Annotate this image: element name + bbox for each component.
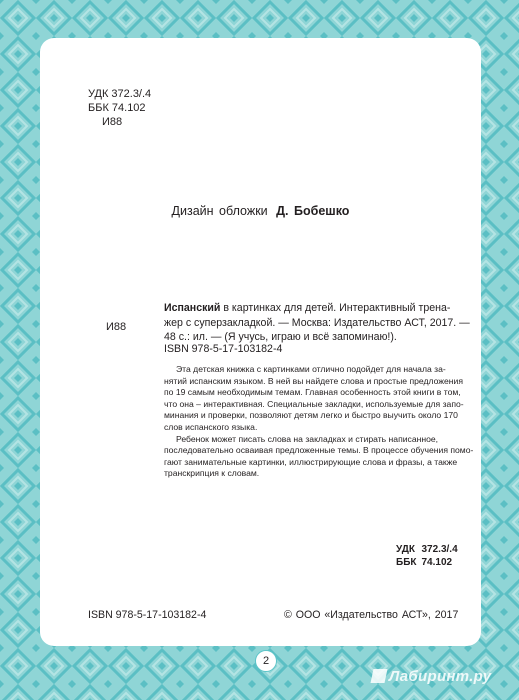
cover-design-label: Дизайн обложки <box>171 204 268 218</box>
annotation-line: слов испанского языка. <box>164 421 258 432</box>
page-sheet <box>40 38 481 646</box>
code-row <box>396 543 463 556</box>
classification-codes <box>396 543 463 569</box>
watermark-logo <box>372 668 491 685</box>
annotation-line: транскрипция к словам. <box>164 468 260 479</box>
bbk-code: ББК 74.102 <box>88 102 146 114</box>
labirint-logo-icon <box>371 669 388 683</box>
watermark-text: Лабиринт.ру <box>389 668 492 685</box>
annotation-line: Ребенок может писать слова на закладках и стирать написанное, <box>176 433 439 444</box>
cover-design-credit <box>40 204 481 218</box>
annotation-line: по 19 самым необходимым темам. Главная особенность этой книги в том, <box>164 387 461 398</box>
biblio-author-mark: И88 <box>106 321 127 333</box>
cover-design-name: Д. Бобешко <box>276 204 350 218</box>
code-label: УДК <box>396 544 415 555</box>
biblio-isbn: ISBN 978-5-17-103182-4 <box>164 343 283 355</box>
author-mark: И88 <box>102 116 123 128</box>
code-value: 372.3/.4 <box>421 544 458 555</box>
annotation-line: минания и проверки, позволяют детям легко и быстро выучить около 170 <box>164 410 458 421</box>
annotation <box>164 364 474 480</box>
footer-isbn: ISBN 978-5-17-103182-4 <box>88 609 207 621</box>
biblio-title: Испанский <box>164 302 221 314</box>
page-number: 2 <box>255 650 277 672</box>
bibliographic-entry <box>164 301 470 345</box>
biblio-line: жер с суперзакладкой. — Москва: Издательство АСТ, 2017. — <box>164 316 470 329</box>
biblio-line <box>164 301 470 316</box>
header-codes <box>88 87 151 129</box>
annotation-line: что она – интерактивная. Специальные закладки, используемые для запо- <box>164 398 464 409</box>
code-value: 74.102 <box>421 557 453 568</box>
code-label: ББК <box>396 557 417 568</box>
biblio-line: 48 с.: ил. — (Я учусь, играю и всё запоминаю!). <box>164 331 397 343</box>
annotation-line: гают занимательные картинки, иллюстрирующие слова и фразы, а также <box>164 456 458 467</box>
footer-copyright: © ООО «Издательство АСТ», 2017 <box>284 609 459 621</box>
annotation-line: Эта детская книжка с картинками отлично подойдет для начала за- <box>176 364 446 374</box>
code-row <box>396 556 463 569</box>
annotation-line: нятий испанским языком. В ней вы найдете слова и простые предложения <box>164 375 464 386</box>
biblio-line-text: в картинках для детей. Интерактивный трена- <box>220 302 451 314</box>
annotation-line: последовательно осваивая предложенные темы. В процессе обучения помо- <box>164 445 474 456</box>
udk-code: УДК 372.3/.4 <box>88 88 152 100</box>
